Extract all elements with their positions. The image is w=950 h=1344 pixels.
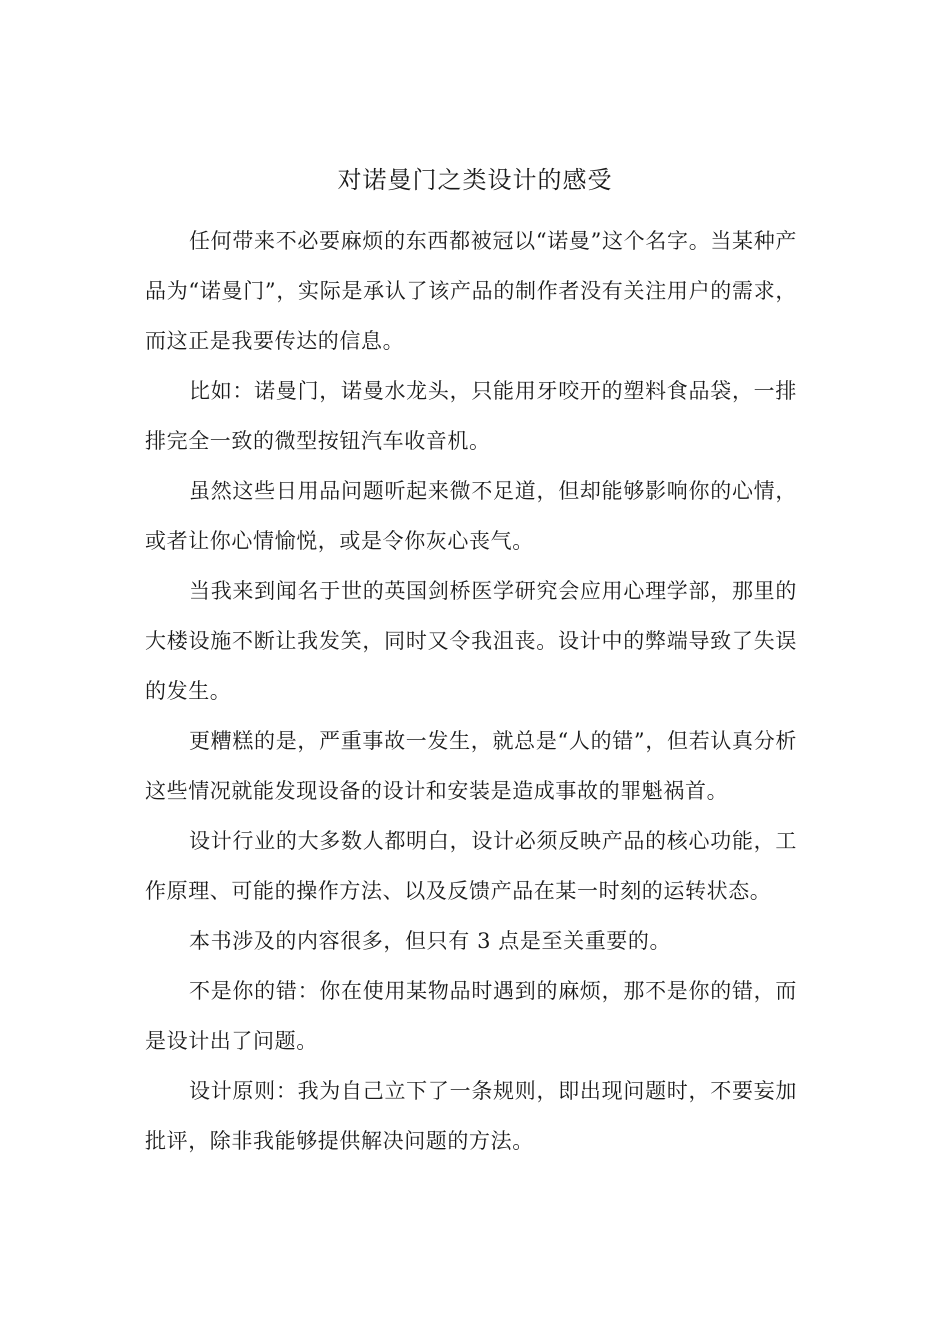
paragraph-4: 当我来到闻名于世的英国剑桥医学研究会应用心理学部，那里的大楼设施不断让我发笑，同时又令我沮丧。设计中的弊端导致了失误的发生。 bbox=[145, 579, 797, 703]
paragraph-1: 任何带来不必要麻烦的东西都被冠以“诺曼”这个名字。当某种产品为“诺曼门”，实际是承认了该产品的制作者没有关注用户的需求，而这正是我要传达的信息。 bbox=[145, 229, 797, 353]
paragraph-2: 比如：诺曼门，诺曼水龙头，只能用牙咬开的塑料食品袋，一排排完全一致的微型按钮汽车收音机。 bbox=[145, 379, 797, 453]
paragraph-9: 设计原则：我为自己立下了一条规则，即出现问题时，不要妄加批评，除非我能够提供解决问题的方法。 bbox=[145, 1079, 797, 1153]
paragraph-3: 虽然这些日用品问题听起来微不足道，但却能够影响你的心情，或者让你心情愉悦，或是令你灰心丧气。 bbox=[145, 479, 797, 553]
paragraph-5: 更糟糕的是，严重事故一发生，就总是“人的错”，但若认真分析这些情况就能发现设备的设计和安装是造成事故的罪魁祸首。 bbox=[145, 729, 797, 803]
paragraph-8: 不是你的错：你在使用某物品时遇到的麻烦，那不是你的错，而是设计出了问题。 bbox=[145, 979, 797, 1053]
document-body bbox=[145, 216, 797, 1166]
paragraph-6: 设计行业的大多数人都明白，设计必须反映产品的核心功能，工作原理、可能的操作方法、以及反馈产品在某一时刻的运转状态。 bbox=[145, 829, 797, 903]
paragraph-7: 本书涉及的内容很多，但只有 3 点是至关重要的。 bbox=[189, 929, 672, 953]
document-title: 对诺曼门之类设计的感受 bbox=[337, 166, 613, 194]
